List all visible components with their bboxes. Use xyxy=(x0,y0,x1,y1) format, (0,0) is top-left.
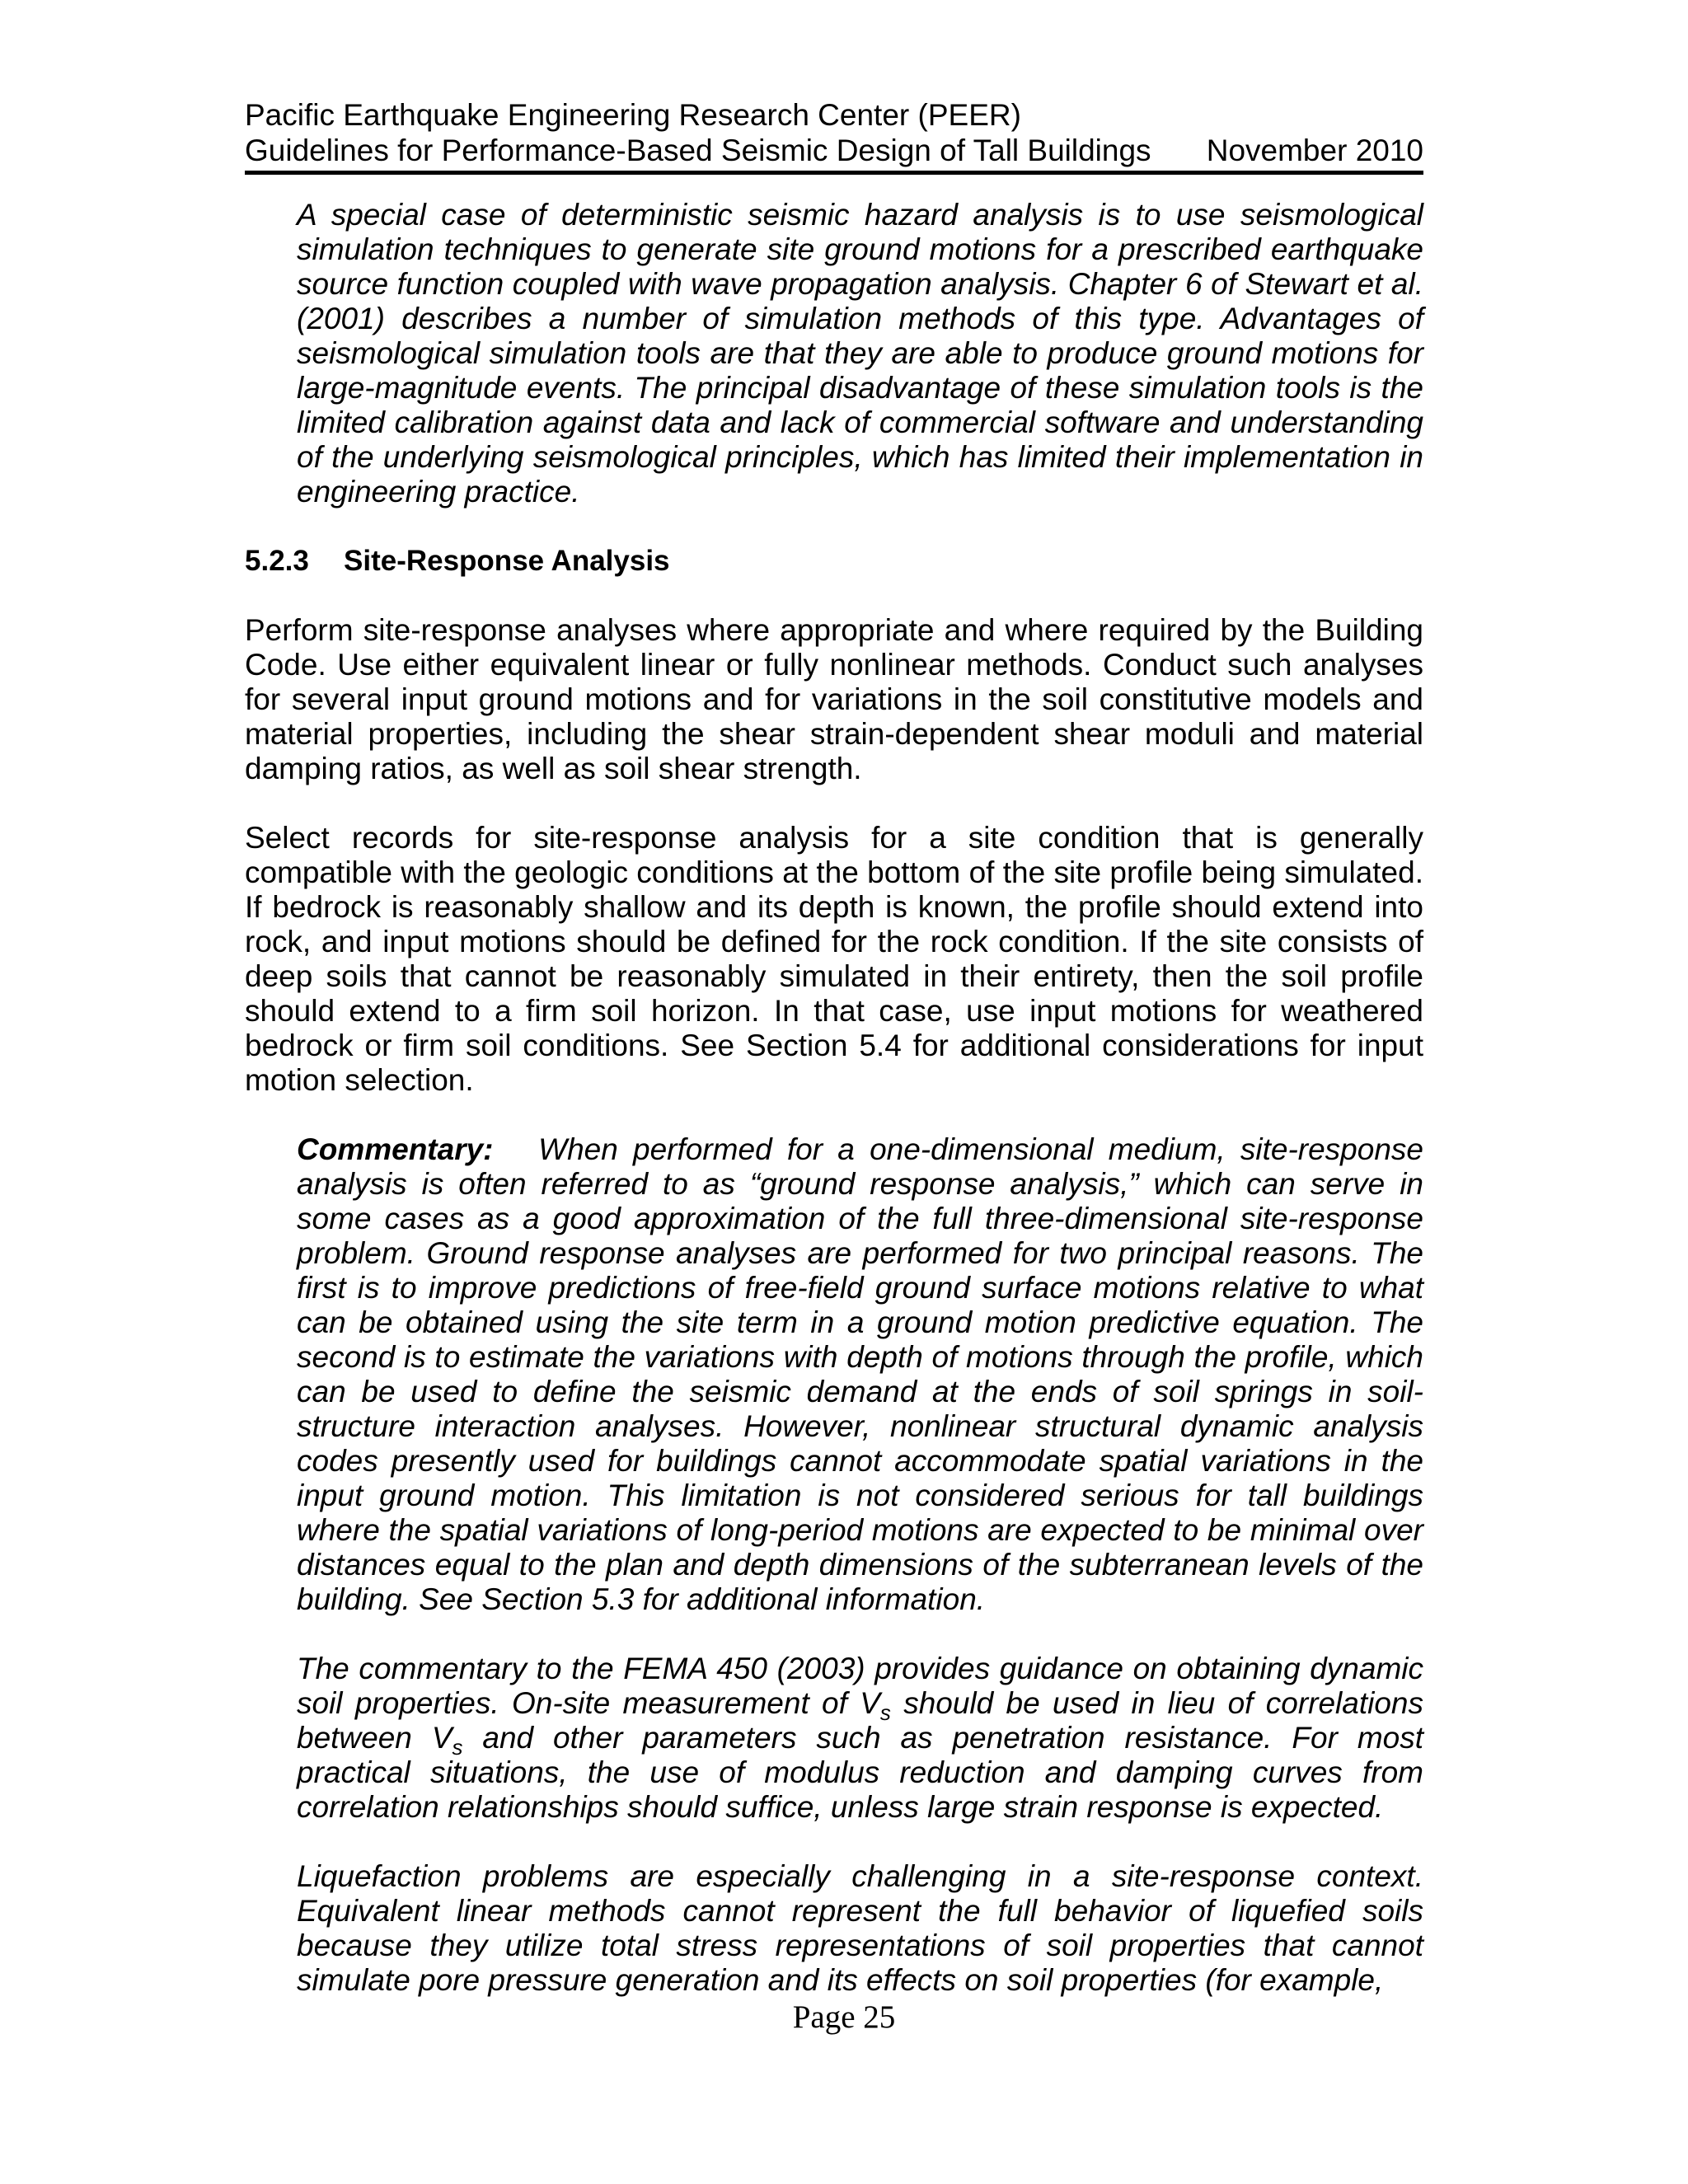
section-title: Site-Response Analysis xyxy=(344,545,670,577)
header-title-row xyxy=(245,133,1423,168)
commentary-paragraph-2 xyxy=(297,1652,1423,1825)
commentary-paragraph-1 xyxy=(297,1132,1423,1617)
header-date: November 2010 xyxy=(1206,134,1423,167)
section-number: 5.2.3 xyxy=(245,545,309,577)
commentary-paragraph-3: Liquefaction problems are especially challenging in a site-response context. Equivalent linear methods cannot represent the full behavior of liquefied soils because they utilize total stress representations of soil properties that cannot simulate pore pressure generation and its effects on soil properties (for example, xyxy=(297,1859,1423,1997)
commentary-2-part2: should be used in lieu of correlations between xyxy=(297,1686,1423,1755)
commentary-paragraph-1-text: When performed for a one-dimensional medium, site-response analysis is often referred to as “ground response analysis,” which can serve in some cases as a good approximation of the full three-dimensional site-response problem. Ground response analyses are performed for two principal reasons. The first is to improve predictions of free-field ground surface motions relative to what can be obtained using the site term in a ground motion predictive equation. The second is to estimate the variations with depth of motions through the profile, which can be used to define the seismic demand at the ends of soil springs in soil-structure interaction analyses. However, nonlinear structural dynamic analysis codes presently used for buildings cannot accommodate spatial variations in the input ground motion. This limitation is not considered serious for tall buildings where the spatial variations of long-period motions are expected to be minimal over distances equal to the plan and depth dimensions of the subterranean levels of the building. See Section 5.3 for additional information. xyxy=(297,1132,1423,1616)
page-number: Page 25 xyxy=(792,1999,896,2035)
header-divider xyxy=(245,171,1423,175)
vs-symbol-2: V xyxy=(431,1721,452,1755)
commentary-2-part1: The commentary to the FEMA 450 (2003) provides guidance on obtaining dynamic soil properties. On-site measurement of xyxy=(297,1652,1423,1720)
page-body xyxy=(245,198,1423,1998)
vs-subscript: s xyxy=(879,1702,891,1725)
vs-subscript-2: s xyxy=(452,1736,463,1760)
section-heading xyxy=(245,544,1423,579)
body-paragraph-2: Select records for site-response analysis for a site condition that is generally compatible with the geologic conditions at the bottom of the site profile being simulated. If bedrock is reasonably shallow and its depth is known, the profile should extend into rock, and input motions should be defined for the rock condition. If the site consists of deep soils that cannot be reasonably simulated in their entirety, then the soil profile should extend to a firm soil horizon. In that case, use input motions for weathered bedrock or firm soil conditions. See Section 5.4 for additional considerations for input motion selection. xyxy=(245,821,1423,1097)
vs-symbol: V xyxy=(860,1686,880,1720)
header-organization: Pacific Earthquake Engineering Research Center (PEER) xyxy=(245,98,1021,132)
header-document-title: Guidelines for Performance-Based Seismic Design of Tall Buildings xyxy=(245,134,1151,167)
commentary-2-part3: and other parameters such as penetration resistance. For most practical situations, the use of modulus reduction and damping curves from correlation relationships should suffice, unless large strain response is expected. xyxy=(297,1721,1424,1824)
commentary-carryover-paragraph: A special case of deterministic seismic hazard analysis is to use seismological simulation techniques to generate site ground motions for a prescribed earthquake source function coupled with wave propagation analysis. Chapter 6 of Stewart et al. (2001) describes a number of simulation methods of this type. Advantages of seismological simulation tools are that they are able to produce ground motions for large-magnitude events. The principal disadvantage of these simulation tools is the limited calibration against data and lack of commercial software and understanding of the underlying seismological principles, which has limited their implementation in engineering practice. xyxy=(297,198,1423,509)
commentary-label: Commentary: xyxy=(297,1132,494,1166)
page-header xyxy=(245,97,1423,168)
body-paragraph-1: Perform site-response analyses where appropriate and where required by the Building Code. Use either equivalent linear or fully nonlinear methods. Conduct such analyses for several input ground motions and for variations in the soil constitutive models and material properties, including the shear strain-dependent shear moduli and material damping ratios, as well as soil shear strength. xyxy=(245,613,1423,785)
